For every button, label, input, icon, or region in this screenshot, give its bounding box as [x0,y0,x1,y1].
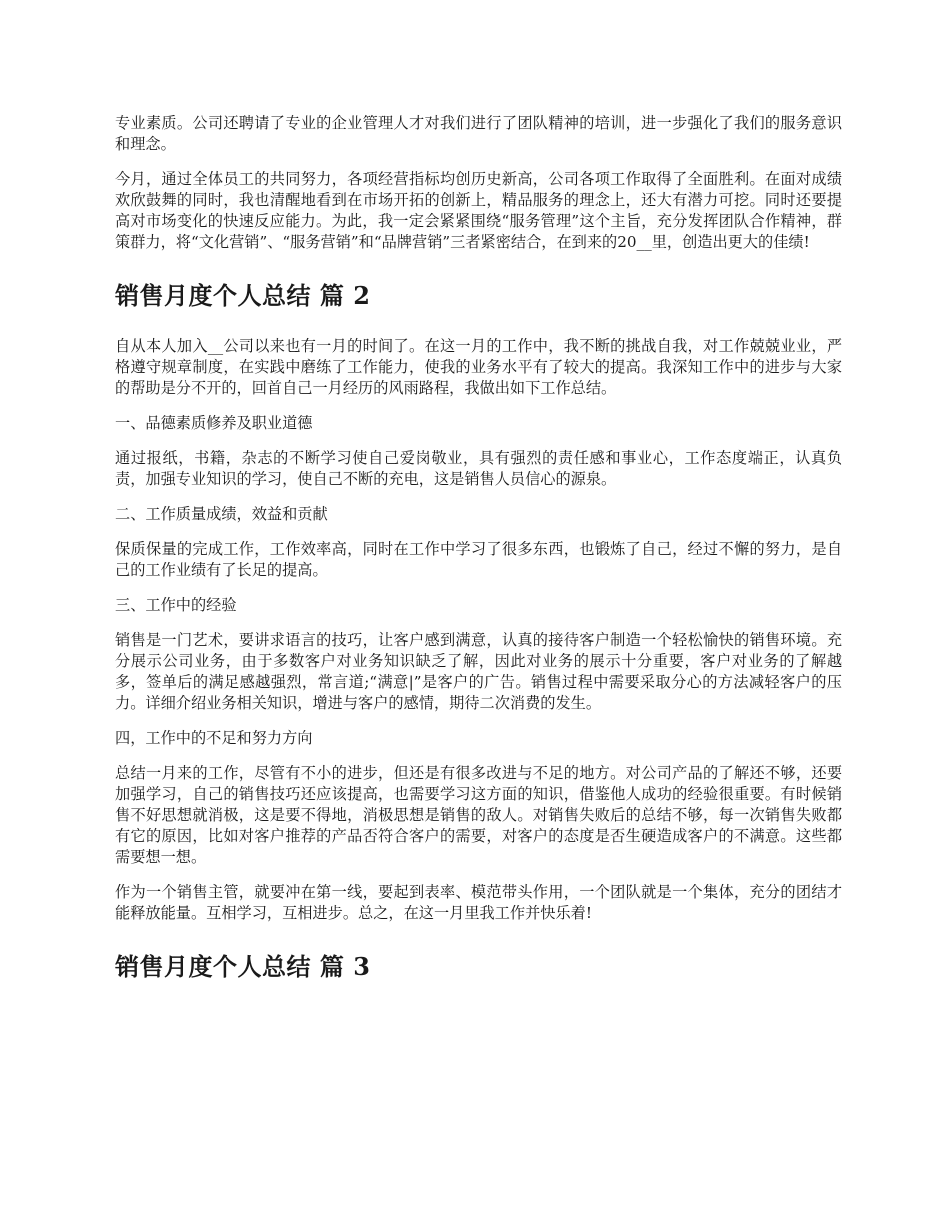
section-2-intro: 自从本人加入__公司以来也有一月的时间了。在这一月的工作中，我不断的挑战自我，对工作兢兢业业，严格遵守规章制度，在实践中磨练了工作能力，使我的业务水平有了较大的提高。我深知工作中的进步与大家的帮助是分不开的，回首自己一月经历的风雨路程，我做出如下工作总结。 [115,337,842,397]
paragraph-3: 销售是一门艺术，要讲求语言的技巧，让客户感到满意，认真的接待客户制造一个轻松愉快的销售环境。充分展示公司业务，由于多数客户对业务知识缺乏了解，因此对业务的展示十分重要，客户对业务的了解越多，签单后的满足感越强烈，常言道;“满意|”是客户的广告。销售过程中需要采取分心的方法减轻客户的压力。详细介绍业务相关知识，增进与客户的感情，期待二次消费的发生。 [115,631,842,712]
section-3-title: 销售月度个人总结 篇 3 [115,952,371,981]
subheading-1: 一、品德素质修养及职业道德 [115,414,313,432]
paragraph-5: 作为一个销售主管，就要冲在第一线，要起到表率、模范带头作用，一个团队就是一个集体，充分的团结才能释放能量。互相学习，互相进步。总之，在这一月里我工作并快乐着! [115,883,842,922]
paragraph-1: 通过报纸，书籍，杂志的不断学习使自己爱岗敬业，具有强烈的责任感和事业心，工作态度端正，认真负责，加强专业知识的学习，使自己不断的充电，这是销售人员信心的源泉。 [115,449,842,488]
intro-paragraph-1: 专业素质。公司还聘请了专业的企业管理人才对我们进行了团队精神的培训，进一步强化了我们的服务意识和理念。 [115,114,842,153]
subheading-3: 三、工作中的经验 [115,596,237,614]
paragraph-2: 保质保量的完成工作，工作效率高，同时在工作中学习了很多东西，也锻炼了自己，经过不懈的努力，是自己的工作业绩有了长足的提高。 [115,540,842,579]
document-page [115,113,842,1007]
subheading-2: 二、工作质量成绩，效益和贡献 [115,505,328,523]
subheading-4: 四，工作中的不足和努力方向 [115,729,313,747]
section-2-title: 销售月度个人总结 篇 2 [115,281,371,310]
intro-paragraph-2: 今月，通过全体员工的共同努力，各项经营指标均创历史新高，公司各项工作取得了全面胜利。在面对成绩欢欣鼓舞的同时，我也清醒地看到在市场开拓的创新上，精品服务的理念上，还大有潜力可挖。同时还要提高对市场变化的快速反应能力。为此，我一定会紧紧围绕“服务管理”这个主旨，充分发挥团队合作精神，群策群力，将“文化营销”、“服务营销”和“品牌营销”三者紧密结合，在到来的20__里，创造出更大的佳绩! [115,170,842,251]
paragraph-4: 总结一月来的工作，尽管有不小的进步，但还是有很多改进与不足的地方。对公司产品的了解还不够，还要加强学习，自己的销售技巧还应该提高，也需要学习这方面的知识，借鉴他人成功的经验很重要。有时候销售不好思想就消极，这是要不得地，消极思想是销售的敌人。对销售失败后的总结不够，每一次销售失败都有它的原因，比如对客户推荐的产品否符合客户的需要，对客户的态度是否生硬造成客户的不满意。这些都需要想一想。 [115,764,842,866]
